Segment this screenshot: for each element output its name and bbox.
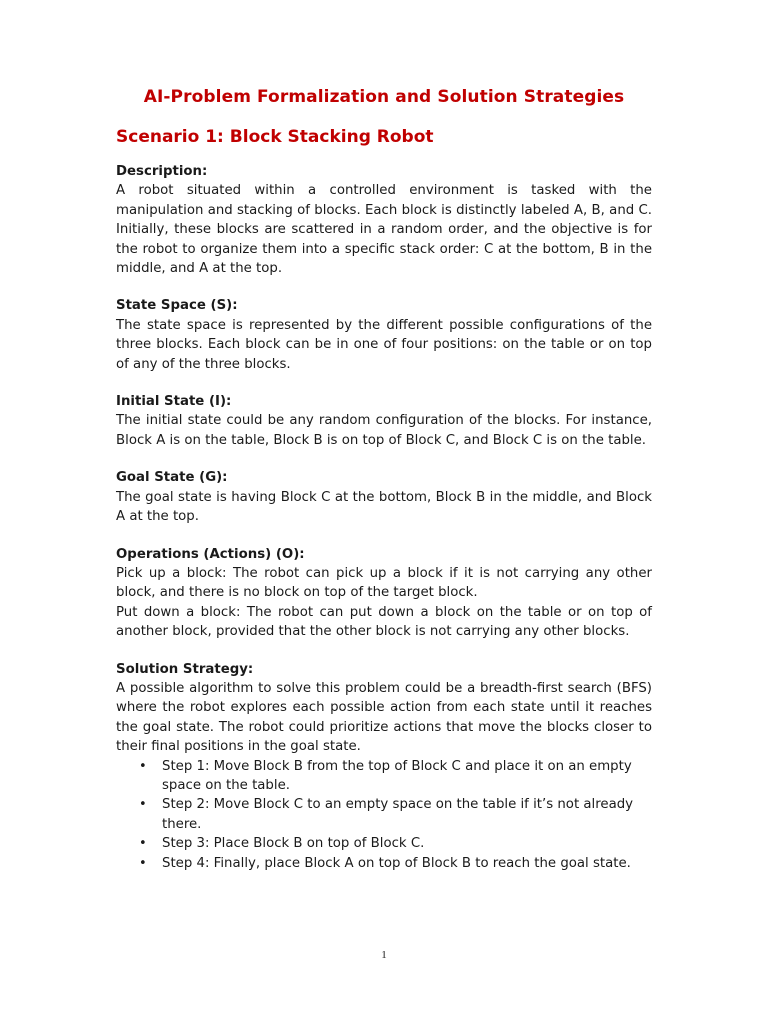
initial-state-text: The initial state could be any random configuration of the blocks. For instance, Block A is on the table, Block B is on top of Block C, and Block C is on the table. — [116, 413, 652, 448]
step-text: Step 4: Finally, place Block A on top of Block B to reach the goal state. — [162, 855, 631, 871]
put-down-operation-text: Put down a block: The robot can put down a block on the table or on top of another block, provided that the other block is not carrying any other blocks. — [116, 604, 652, 640]
step-text: Step 3: Place Block B on top of Block C. — [162, 836, 425, 852]
goal-state-section — [116, 468, 652, 526]
state-space-section — [116, 296, 652, 374]
page-number: 1 — [381, 949, 387, 961]
bullet-icon: • — [139, 836, 147, 852]
state-space-heading: State Space (S): — [116, 298, 238, 314]
pick-up-operation-text: Pick up a block: The robot can pick up a block if it is not carrying any other block, and there is no block on top of the target block. — [116, 565, 652, 601]
goal-state-heading: Goal State (G): — [116, 470, 228, 486]
solution-strategy-section — [116, 660, 652, 873]
solution-strategy-heading: Solution Strategy: — [116, 661, 254, 677]
initial-state-section — [116, 392, 652, 450]
document-title: AI-Problem Formalization and Solution Strategies — [143, 87, 625, 107]
step-text: Step 2: Move Block C to an empty space on the table if it’s not already there. — [162, 797, 634, 832]
operations-heading: Operations (Actions) (O): — [116, 546, 305, 562]
bullet-icon: • — [139, 855, 147, 871]
bullet-icon: • — [139, 797, 147, 813]
list-item — [139, 757, 652, 796]
goal-state-text: The goal state is having Block C at the bottom, Block B in the middle, and Block A at the top. — [116, 489, 652, 525]
scenario-title: Scenario 1: Block Stacking Robot — [116, 127, 434, 147]
operations-section — [116, 545, 652, 642]
solution-strategy-text: A possible algorithm to solve this problem could be a breadth-first search (BFS) where the robot explores each possible action from each state until it reaches the goal state. The robot could prioritize actions that move the blocks closer to their final positions in the goal state. — [116, 680, 652, 755]
description-heading: Description: — [116, 164, 208, 179]
list-item — [139, 854, 652, 873]
list-item — [139, 834, 652, 853]
initial-state-heading: Initial State (I): — [116, 394, 232, 410]
solution-steps-list — [116, 757, 652, 873]
bullet-icon: • — [139, 758, 147, 774]
state-space-text: The state space is represented by the different possible configurations of the three blocks. Each block can be in one of four positions: on the table or on top of any of the three blocks. — [116, 317, 652, 372]
list-item — [139, 795, 652, 834]
step-text: Step 1: Move Block B from the top of Block C and place it on an empty space on the table. — [162, 758, 632, 793]
description-text: A robot situated within a controlled environment is tasked with the manipulation and stacking of blocks. Each block is distinctly labeled A, B, and C. Initially, these blocks are scattered in a random order, and the objective is for the robot to organize them into a specific stack order: C at the bottom, B in the middle, and A at the top. — [116, 183, 652, 277]
description-section — [116, 162, 652, 278]
